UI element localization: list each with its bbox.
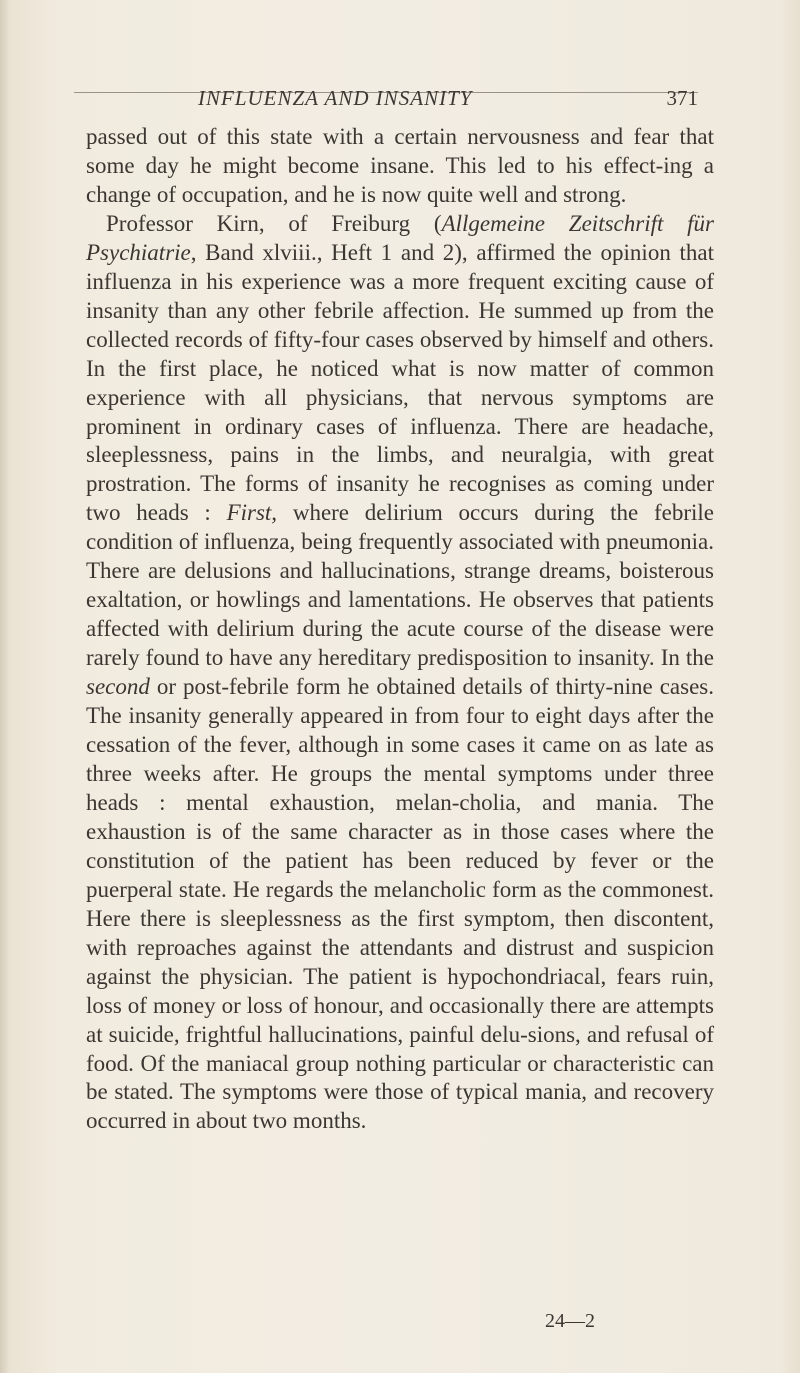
first-heading: First, xyxy=(226,500,278,526)
paragraph-2-text-c: where delirium occurs during the febrile condition of influenza, being frequently associated with pneumonia. There are delusions and hallucinations, strange dreams, boisterous exaltation, or howlings and lamentations. He observes that patients affected with delirium during the acute course of the disease were rarely found to have any hereditary predisposition to insanity. In the xyxy=(86,500,714,671)
page-header xyxy=(74,72,698,112)
paragraph-1 xyxy=(86,123,714,210)
signature-mark: 24—2 xyxy=(545,1310,595,1332)
second-heading: second xyxy=(86,674,150,700)
paragraph-2-text-d: or post-febrile form he obtained details of thirty-nine cases. The insanity generally appeared in from four to eight days after the cessation of the fever, although in some cases it came on as late as three weeks after. He groups the mental symptoms under three heads : mental exhaustion, melan-cholia, and mania. The exhaustion is of the same character as in those cases where the constitution of the patient has been reduced by fever or the puerperal state. He regards the melancholic form as the commonest. Here there is sleeplessness as the first symptom, then discontent, with reproaches against the attendants and distrust and suspicion against the physician. The patient is hypochondriacal, fears ruin, loss of money or loss of honour, and occasionally there are attempts at suicide, frightful hallucinations, painful delu-sions, and refusal of food. Of the maniacal group nothing particular or characteristic can be stated. The symptoms were those of typical mania, and recovery occurred in about two months. xyxy=(86,674,714,1134)
paragraph-1-text: passed out of this state with a certain nervousness and fear that some day he might become insane. This led to his effect-ing a change of occupation, and he is now quite well and strong. xyxy=(86,124,714,207)
page-number: 371 xyxy=(666,86,698,110)
paragraph-2-text-b: , Band xlviii., Heft 1 and 2), affirmed the opinion that influenza in his experience was a more frequent exciting cause of insanity than any other febrile affection. He summed up from the collected records of fifty-four cases observed by himself and others. In the first place, he noticed what is now matter of common experience with all physicians, that nervous symptoms are prominent in ordinary cases of influenza. There are headache, sleeplessness, pains in the limbs, and neuralgia, with great prostration. The forms of insanity he recognises as coming under two heads : xyxy=(86,239,714,526)
body-text xyxy=(86,123,714,1136)
journal-title: Allgemeine Zeitschrift für Psychiatrie xyxy=(86,210,714,265)
paragraph-2 xyxy=(86,210,714,1137)
binding-shadow xyxy=(0,0,10,1373)
paragraph-2-text-a: Professor Kirn, of Freiburg ( xyxy=(106,210,442,236)
running-title: INFLUENZA AND INSANITY xyxy=(198,86,473,110)
